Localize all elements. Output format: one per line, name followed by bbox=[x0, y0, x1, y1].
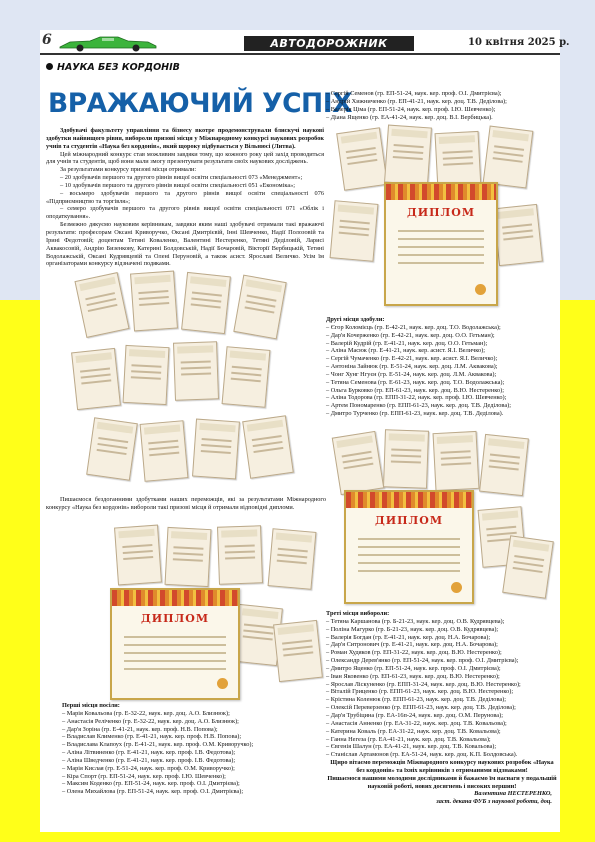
list-item: – Чонг Хунг Нгуєн (гр. Е-51-24, наук. кер. доц. Л.М. Аквакова); bbox=[326, 370, 497, 378]
diploma-image bbox=[479, 434, 529, 496]
list-heading: Треті місця вибороли: bbox=[326, 610, 390, 617]
list-item: – Тетяна Каршанова (гр. Б-21-23, наук. кер. доц. О.В. Кудрявцева); bbox=[326, 617, 505, 625]
diploma-image bbox=[130, 271, 178, 332]
diplomas-photo-left bbox=[70, 270, 310, 492]
list-item: – Тетяна Семенова (гр. Е-61-23, наук. кер. доц. Т.О. Водолажська); bbox=[326, 378, 505, 386]
closing-wishes: Пишаємося нашими молодими дослідниками й бажаємо їм наснаги у подальшій науковій роботі, нових досягнень і високих вершин! bbox=[327, 774, 557, 790]
list-item: – Аліна Літвиненко (гр. Е-41-21, наук. кер. проф. І.В. Федотова); bbox=[62, 749, 236, 757]
diplomas-photo-right-top bbox=[326, 122, 556, 312]
list-item: – Ольга Бурковко (гр. ЕП-61-23, наук. кер. доц. В.Ю. Нестеренко); bbox=[326, 386, 504, 394]
list-item: – Марія Ковальова (гр. Е-32-22, наук. кер. доц. А.О. Близнюк); bbox=[62, 709, 230, 717]
diploma-image bbox=[71, 348, 121, 410]
first-places-continuation bbox=[326, 90, 558, 121]
list-item: – Сергій Семенов (гр. ЕП-51-24, наук. кер. проф. О.І. Дмитрієва); bbox=[326, 90, 502, 97]
intro-paragraph: Цей міжнародний конкурс став можливим завдяки тому, що кожного року цей захід проводиться для учнів та студентів, щоб вони мали змогу презентувати результати своїх наукових досліджень. bbox=[46, 150, 324, 166]
list-item: – Артем Пономаренко (гр. ЕПП-61-23, наук. кер. доц. Т.В. Деділова); bbox=[326, 402, 511, 410]
diploma-image bbox=[181, 272, 231, 334]
thanks-paragraph: Безмежно дякуємо науковим керівникам, завдяки яким наші здобувачі отримали такі вражаючі результати: професорам Оксані Криворучко, Оксані Дмитрієвій, Інні Шевченко, Надії Полозовій та Ірині Федотовій; доцентам Тетяні Коваленко, Валентині Нестеренко, Тетяні Деділовій, Ларисі Аквакосовій, Андрію Бизенкову, Катерині Болдовській, Надії Бочаровій, Вікторії Вербицькій, Тетяні Водолажській, Оксані Кудрявцевій та Олені Перуновій, а також асист. Ярославі Величко. Усім їм організаторами конкурсу відзначені подяками. bbox=[46, 221, 324, 268]
diploma-image bbox=[165, 527, 212, 587]
diploma-image bbox=[384, 125, 432, 186]
intro-paragraph: – семеро здобувачів першого та другого рівнів вищої освіти спеціальності 071 «Облік і оподаткування». bbox=[46, 205, 324, 221]
list-item: – Крістина Коленюк (гр. ЕПП-61-23, наук. кер. доц. Т.В. Деділова); bbox=[326, 696, 506, 704]
caption-text: Пишаємося бездоганними здобутками наших переможців, які за результатами Міжнародного конкурсу «Наука без кордонів» вибороли такі призові місця й отримали відповідні дипломи. bbox=[46, 496, 326, 511]
author-name: Валентина НЕСТЕРЕНКО, bbox=[474, 790, 552, 798]
diplomas-photo-left-bottom bbox=[106, 526, 320, 698]
list-item: – Дар'я Зоріна (гр. Е-41-21, наук. кер. проф. Н.В. Попова); bbox=[62, 725, 218, 733]
list-item: – Іван Яковенко (гр. ЕП-61-23, наук. кер. доц. В.Ю. Нестеренко); bbox=[326, 672, 500, 680]
rubric-label: НАУКА БЕЗ КОРДОНІВ bbox=[57, 62, 180, 73]
diploma-image bbox=[74, 272, 129, 338]
list-item: – Олександр Дерев'янко (гр. ЕП-51-24, наук. кер. проф. О.І. Дмитрієва); bbox=[326, 657, 519, 665]
diploma-image bbox=[268, 528, 317, 590]
list-item: – Дмитро Турченко (гр. ЕПП-61-23, наук. кер. доц. Т.В. Деділова). bbox=[326, 410, 504, 418]
diploma-image bbox=[114, 525, 162, 586]
list-item: – Роман Худяков (гр. ЕП-31-22, наук. кер. доц. В.Ю. Нестеренко); bbox=[326, 649, 502, 657]
list-item: – Дар'я Ситронович (гр. Е-41-21, наук. кер. доц. Н.А. Бочарова); bbox=[326, 641, 498, 649]
third-places-list bbox=[326, 610, 558, 806]
intro-lead: Здобувачі факультету управління та бізнесу вкотре продемонстрували блискучі наукові здобутки найвищого рівня, вибороли призові місця у Міжнародному конкурсі наукових розробок учнів та студентів «Наука без кордонів», який щороку відбувається у Вільнюсі (Литва). bbox=[46, 127, 324, 150]
diploma-image bbox=[123, 345, 170, 405]
rubric bbox=[46, 62, 180, 73]
list-heading: Перші місця посіли: bbox=[62, 702, 120, 709]
list-item: – Владислав Клименко (гр. Е-41-21, наук. кер. проф. Н.В. Попова); bbox=[62, 733, 242, 741]
issue-date: 10 квітня 2025 р. bbox=[468, 37, 570, 48]
list-item: – Аліна Тодорова (гр. ЕПП-31-22, наук. кер. проф. І.Ю. Шевченко); bbox=[326, 394, 507, 402]
list-item: – Валерія Ціма (гр. ЕП-51-24, наук. кер. проф. І.Ю. Шевченко); bbox=[326, 105, 496, 113]
list-item: – Максим Коденко (гр. ЕП-51-24, наук. кер. проф. О.І. Дмитрієва); bbox=[62, 780, 240, 788]
list-item: – Олексій Переверзенко (гр. ЕПП-61-23, наук. кер. доц. Т.В. Деділова); bbox=[326, 704, 516, 712]
diploma-image bbox=[483, 126, 534, 189]
diploma-image bbox=[86, 417, 138, 481]
list-item: – Діана Ященко (гр. ЕА-41-24, наук. кер. доц. В.І. Вербицька). bbox=[326, 113, 493, 121]
list-item: – Єгор Коломієць (гр. Е-42-21, наук. кер. доц. Т.О. Водолажська); bbox=[326, 323, 501, 331]
diploma-image bbox=[332, 431, 385, 495]
diploma-image bbox=[192, 419, 240, 480]
diploma-image bbox=[433, 431, 480, 491]
first-places-list bbox=[62, 702, 324, 796]
list-item: – Олена Михайлова (гр. ЕП-51-24, наук. кер. проф. О.І. Дмитрієва); bbox=[62, 788, 244, 796]
list-item: – Аліна Масюк (гр. Е-41-21, наук. кер. асист. Я.І. Величко); bbox=[326, 347, 485, 355]
list-item: – Андрій Хижниченко (гр. ЕП-41-21, наук. кер. доц. Т.В. Деділова); bbox=[326, 97, 507, 105]
list-item: – Сергій Чумаченко (гр. Е-42-21, наук. кер. асист. Я.І. Величко); bbox=[326, 355, 498, 363]
page-number: 6 bbox=[42, 32, 52, 48]
author-position: заст. декана ФУБ з наукової роботи, доц. bbox=[436, 798, 552, 806]
list-item: – Євгенія Шалун (гр. ЕА-41-21, наук. кер. доц. Т.В. Ковальова); bbox=[326, 743, 497, 751]
diploma-featured bbox=[384, 182, 498, 306]
list-item: – Владислава Клапоух (гр. Е-41-21, наук. кер. проф. О.М. Криворучко); bbox=[62, 741, 254, 749]
intro-paragraph: За результатами конкурсу призові місця отримали: bbox=[60, 166, 197, 174]
header-rule bbox=[40, 53, 560, 55]
list-heading: Другі місця здобули: bbox=[326, 316, 385, 323]
list-item: – Ярослав Ліскуненко (гр. ЕПП-31-24, наук. кер. доц. В.Ю. Нестеренко); bbox=[326, 680, 521, 688]
list-item: – Анастасія Реліченко (гр. Е-32-22, наук. кер. доц. А.О. Близнюк); bbox=[62, 717, 239, 725]
second-places-list bbox=[326, 316, 558, 418]
diploma-image bbox=[330, 200, 379, 262]
list-item: – Віталій Гриценко (гр. ЕПП-61-23, наук. кер. доц. В.Ю. Нестеренко); bbox=[326, 688, 514, 696]
list-item: – Марія Кислая (гр. Е-51-24, наук. кер. проф. О.М. Криворучко); bbox=[62, 764, 235, 772]
diploma-image bbox=[502, 535, 554, 599]
intro-paragraph: – восьмеро здобувачів першого та другого рівнів вищої освіти спеціальності 076 «Підприємництво та торгівля»; bbox=[46, 189, 324, 205]
list-item: – Антоніна Зайнюк (гр. Е-51-24, наук. кер. доц. Л.М. Аквакова); bbox=[326, 363, 498, 371]
diploma-image bbox=[273, 620, 323, 682]
list-item: – Валерій Кудрій (гр. Е-41-21, наук. кер. доц. О.О. Гетьман); bbox=[326, 339, 488, 347]
racing-car-icon bbox=[56, 34, 160, 52]
list-item: – Станіслав Артамонов (гр. ЕА-51-24, наук. кер. доц. К.П. Болдовська). bbox=[326, 751, 518, 759]
list-item: – Аліна Шведченко (гр. Е-41-21, наук. кер. проф. І.В. Федотова); bbox=[62, 756, 236, 764]
diploma-title: ДИПЛОМ bbox=[140, 612, 210, 625]
diploma-title: ДИПЛОМ bbox=[406, 206, 476, 219]
diploma-image bbox=[140, 420, 189, 482]
diploma-featured bbox=[344, 490, 474, 604]
diplomas-photo-right-bottom bbox=[330, 430, 556, 604]
diploma-image bbox=[173, 341, 219, 401]
photo-caption bbox=[46, 496, 326, 512]
intro-paragraph: – 20 здобувачів першого та другого рівнів вищої освіти спеціальності 073 «Менеджмент»; bbox=[60, 174, 303, 182]
headline: ВРАЖАЮЧИЙ УСПІХ bbox=[48, 88, 353, 119]
list-item: – Кіра Спорт (гр. ЕП-51-24, наук. кер. проф. І.Ю. Шевченко); bbox=[62, 772, 226, 780]
list-item: – Валерія Богдан (гр. Е-41-21, наук. кер. доц. Н.А. Бочарова); bbox=[326, 633, 491, 641]
list-item: – Катерина Коваль (гр. ЕА-31-22, наук. кер. доц. Т.В. Ковальова); bbox=[326, 727, 501, 735]
list-item: – Дар'я Кочерженко (гр. Е-42-21, наук. кер. доц. О.О. Гетьман); bbox=[326, 331, 495, 339]
diploma-title: ДИПЛОМ bbox=[374, 514, 444, 527]
newspaper-masthead: АВТОДОРОЖНИК bbox=[244, 36, 414, 51]
diploma-image bbox=[233, 275, 286, 340]
diploma-image bbox=[336, 127, 388, 191]
article-intro bbox=[46, 127, 324, 268]
diploma-image bbox=[383, 429, 429, 489]
list-item: – Анастасія Анненко (гр. ЕА-31-22, наук. кер. доц. Т.В. Ковальова); bbox=[326, 719, 507, 727]
diploma-image bbox=[242, 415, 294, 479]
list-item: – Ганна Негеза (гр. ЕА-41-21, наук. кер. доц. Т.В. Ковальова); bbox=[326, 735, 491, 743]
intro-paragraph: – 10 здобувачів першого та другого рівнів вищої освіти спеціальності 051 «Економіка»; bbox=[60, 181, 296, 189]
diploma-image bbox=[222, 346, 271, 408]
diploma-image bbox=[217, 525, 263, 585]
list-item: – Поліна Магурко (гр. Б-21-23, наук. кер. доц. О.В. Кудрявцева); bbox=[326, 625, 499, 633]
list-item: – Дмитро Яценко (гр. ЕП-51-24, наук. кер. проф. О.І. Дмитрієва); bbox=[326, 664, 501, 672]
newspaper-page bbox=[40, 30, 570, 832]
closing-congratulation: Щиро вітаємо переможців Міжнародного конкурсу наукових розробок «Наука без кордонів» та їхніх керівників з отриманими відзнаками! bbox=[330, 759, 554, 774]
list-item: – Дар'я Трубіцина (гр. ЕА-16п-24, наук. кер. доц. О.М. Перунова); bbox=[326, 711, 503, 719]
bullet-icon bbox=[46, 63, 53, 70]
diploma-image bbox=[493, 204, 543, 266]
diploma-featured bbox=[110, 588, 240, 700]
